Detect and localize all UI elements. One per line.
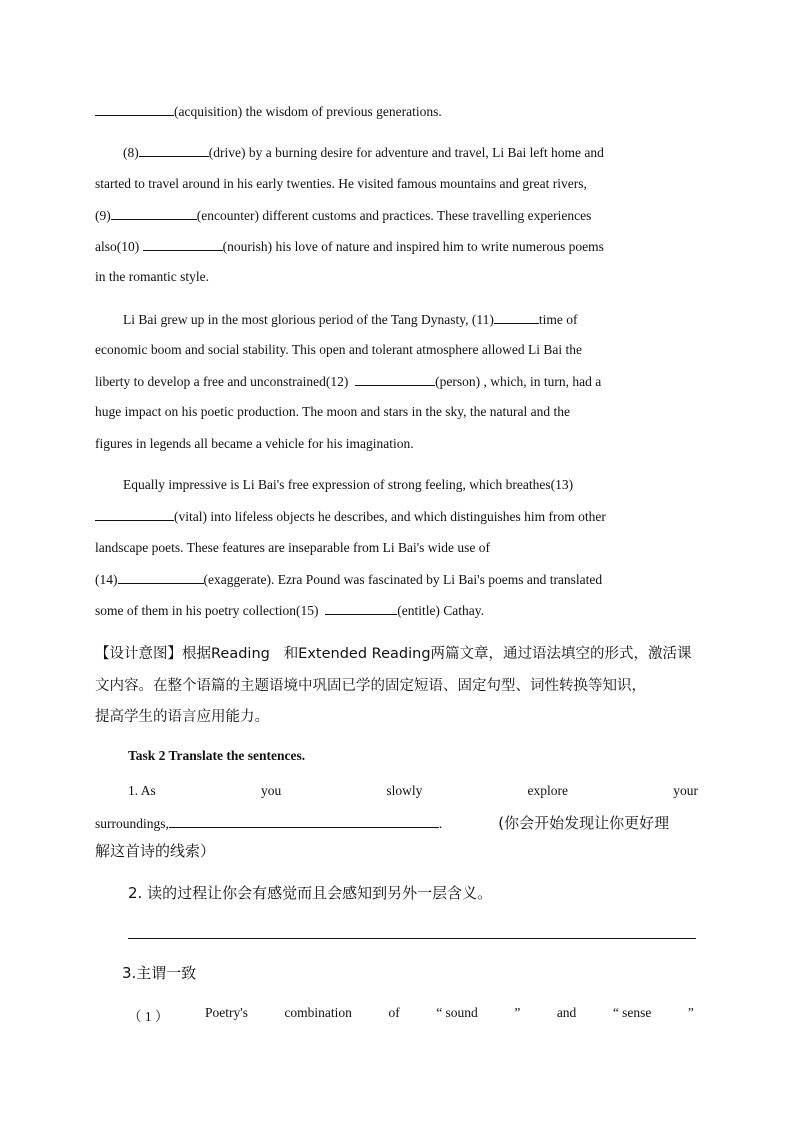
answer-blank-15[interactable]: [325, 602, 397, 615]
para4-line1: Equally impressive is Li Bai's free expression of strong feeling, which breathes(13): [123, 477, 574, 492]
para4-line2: (vital) into lifeless objects he describes, and which distinguishes him from other: [95, 508, 699, 525]
task2-title: Task 2 Translate the sentences.: [128, 748, 306, 763]
para4-line3: landscape poets. These features are inseparable from Li Bai's wide use of: [95, 540, 491, 555]
design-intent-line2: 文内容。在整个语篇的主题语境中巩固已学的固定短语、固定句型、词性转换等知识，: [95, 678, 646, 694]
answer-blank-10[interactable]: [143, 238, 223, 251]
para4-line5: some of them in his poetry collection(15) (entitle) Cathay.: [95, 603, 485, 618]
translation-answer-line[interactable]: [128, 938, 696, 939]
task2-q1-line3: 解这首诗的线索）: [95, 842, 216, 860]
answer-blank-9[interactable]: [111, 207, 197, 220]
answer-blank-11[interactable]: [494, 311, 539, 324]
task2-q2: 2. 读的过程让你会有感觉而且会感知到另外一层含义。: [128, 884, 493, 902]
para4-line4: (14) (exaggerate). Ezra Pound was fascinated by Li Bai's poems and translated: [95, 572, 603, 587]
design-intent-line3: 提高学生的语言应用能力。: [95, 709, 269, 725]
task2-q1-line1: 1. As you slowly explore your: [128, 783, 698, 798]
answer-blank-14[interactable]: [118, 571, 204, 584]
section3-title: 3.主谓一致: [122, 964, 197, 982]
para3-line4: huge impact on his poetic production. The moon and stars in the sky, the natural and the: [95, 404, 571, 419]
para3-line1: Li Bai grew up in the most glorious period of the Tang Dynasty, (11) time of: [123, 312, 578, 327]
para2-line1: (8) (drive) by a burning desire for adventure and travel, Li Bai left home and: [123, 145, 604, 160]
para2-line4: also(10) (nourish) his love of nature and inspired him to write numerous poems: [95, 239, 604, 254]
para3-line2: economic boom and social stability. This open and tolerant atmosphere allowed Li Bai the: [95, 342, 583, 357]
answer-blank-8[interactable]: [139, 144, 209, 157]
answer-blank-13[interactable]: [95, 508, 174, 521]
design-intent-line1: 【设计意图】根据Reading 和Extended Reading两篇文章，通过语法填空的形式，激活课: [95, 646, 692, 662]
section3-q1-line1: （ 1 ） Poetry's combination of “ sound ” and “ sense ”: [128, 1005, 694, 1024]
answer-blank-12[interactable]: [355, 373, 435, 386]
para2-line3: (9) (encounter) different customs and practices. These travelling experiences: [95, 208, 592, 223]
para2-line5: in the romantic style.: [95, 269, 209, 284]
para3-line5: figures in legends all became a vehicle for his imagination.: [95, 436, 414, 451]
para2-line2: started to travel around in his early twenties. He visited famous mountains and great rivers,: [95, 176, 587, 191]
answer-blank[interactable]: [95, 103, 174, 116]
translation-blank-1[interactable]: [169, 815, 439, 828]
task2-q1-line2: surroundings, . (你会开始发现让你更好理: [95, 814, 670, 832]
para1-line1: (acquisition) the wisdom of previous generations.: [95, 103, 699, 120]
para3-line3: liberty to develop a free and unconstrained(12) (person) , which, in turn, had a: [95, 374, 602, 389]
